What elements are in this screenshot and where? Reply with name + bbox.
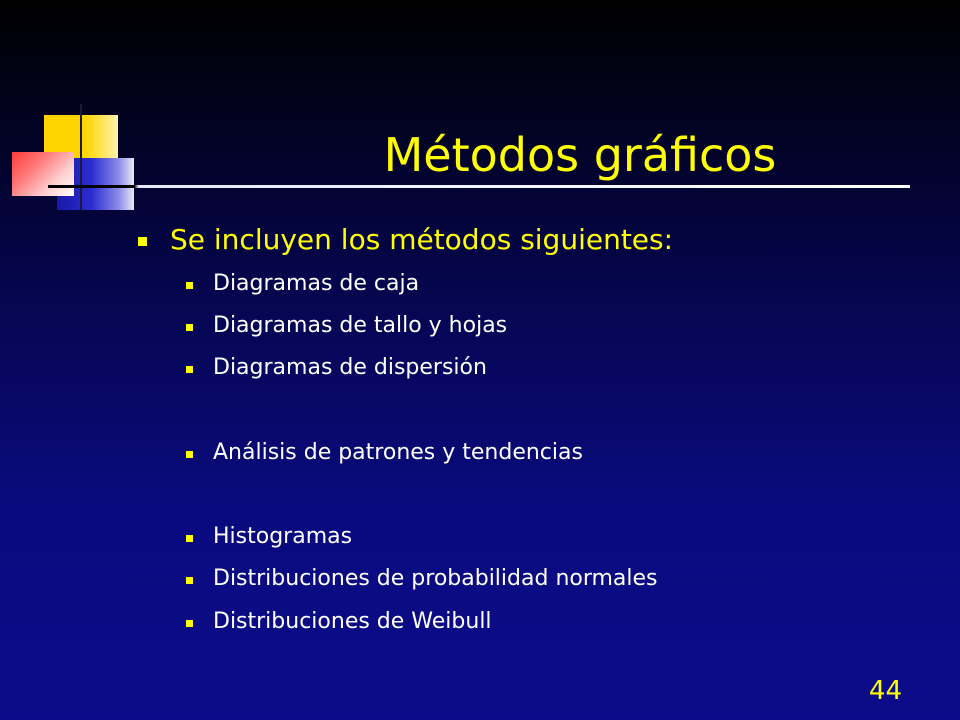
- slide-title: Métodos gráficos: [383, 128, 777, 182]
- sub-bullet-text: Distribuciones de Weibull: [213, 609, 492, 634]
- sub-bullet-marker: [186, 366, 193, 373]
- logo-vertical-line: [80, 104, 82, 210]
- sub-bullet-text: Diagramas de dispersión: [213, 355, 487, 380]
- sub-bullet-marker: [186, 324, 193, 331]
- sub-bullet-text: Análisis de patrones y tendencias: [213, 440, 583, 465]
- logo-red-square: [12, 152, 74, 196]
- main-bullet-text: Se incluyen los métodos siguientes:: [170, 223, 674, 256]
- sub-bullet-marker: [186, 282, 193, 289]
- sub-bullet-text: Diagramas de caja: [213, 271, 420, 296]
- sub-bullet-marker: [186, 535, 193, 542]
- sub-bullet-marker: [186, 577, 193, 584]
- sub-bullet-text: Histogramas: [213, 524, 353, 549]
- page-number: 44: [868, 676, 902, 706]
- sub-bullet-marker: [186, 620, 193, 627]
- main-bullet-marker: [138, 237, 147, 246]
- sub-bullet-marker: [186, 451, 193, 458]
- title-underline: [48, 185, 910, 188]
- sub-bullet-text: Diagramas de tallo y hojas: [213, 313, 508, 338]
- sub-bullet-text: Distribuciones de probabilidad normales: [213, 566, 658, 591]
